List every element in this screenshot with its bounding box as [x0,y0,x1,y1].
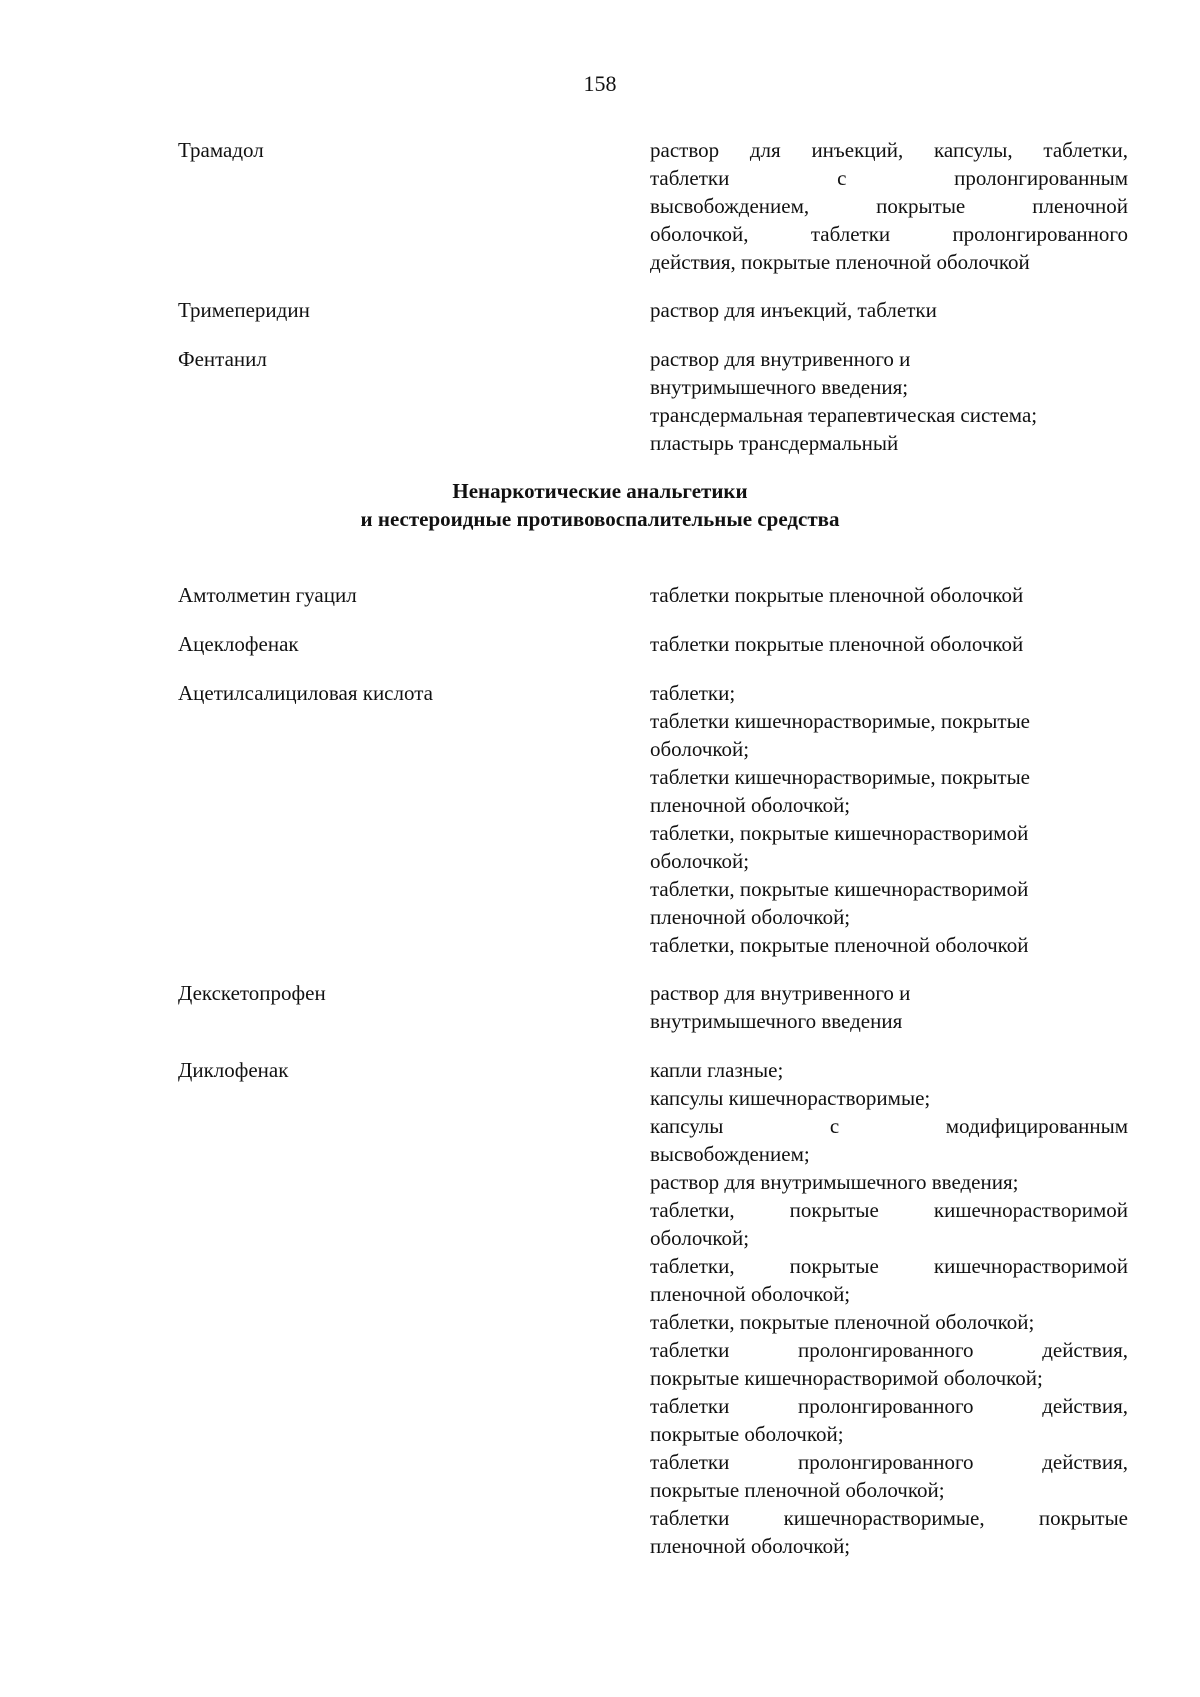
dosage-form-line: таблетки покрытые пленочной оболочкой [650,632,1024,656]
dosage-form-line: капли глазные; [650,1058,784,1082]
dosage-form-line: таблетки, покрытые кишечнорастворимой [650,877,1029,901]
dosage-form-line: таблетки, покрытые кишечнорастворимой [650,821,1029,845]
dosage-forms [650,581,1128,609]
dosage-form-line: таблетки пролонгированного действия, [650,1338,1128,1362]
page-number: 158 [583,71,617,96]
section-heading [0,477,1200,533]
drug-name: Ацеклофенак [178,632,299,656]
drug-name: Ацетилсалициловая кислота [178,681,433,705]
dosage-form-line: таблетки с пролонгированным [650,166,1128,190]
dosage-form-line: раствор для внутривенного и [650,981,911,1005]
dosage-form-line: таблетки, покрытые пленочной оболочкой [650,933,1029,957]
dosage-form-line: таблетки пролонгированного действия, [650,1450,1128,1474]
section-heading-line: Ненаркотические анальгетики [452,479,748,503]
dosage-form-line: высвобождением; [650,1142,810,1166]
dosage-forms [650,630,1128,658]
dosage-form-line: таблетки кишечнорастворимые, покрытые [650,765,1030,789]
dosage-form-line: оболочкой; [650,849,750,873]
dosage-forms [650,679,1128,959]
dosage-form-line: внутримышечного введения; [650,375,909,399]
dosage-form-line: трансдермальная терапевтическая система; [650,403,1038,427]
dosage-forms [650,979,1128,1035]
dosage-form-line: капсулы с модифицированным [650,1114,1128,1138]
drug-name: Амтолметин гуацил [178,583,357,607]
dosage-form-line: раствор для внутримышечного введения; [650,1170,1019,1194]
drug-name: Диклофенак [178,1058,289,1082]
dosage-form-line: капсулы кишечнорастворимые; [650,1086,931,1110]
dosage-forms [650,296,1128,324]
drug-name: Фентанил [178,347,267,371]
dosage-form-line: покрытые пленочной оболочкой; [650,1478,945,1502]
dosage-form-line: пластырь трансдермальный [650,431,899,455]
dosage-form-line: пленочной оболочкой; [650,793,851,817]
dosage-form-line: действия, покрытые пленочной оболочкой [650,250,1030,274]
dosage-forms [650,136,1128,276]
drug-name: Тримеперидин [178,298,310,322]
dosage-form-line: пленочной оболочкой; [650,1534,851,1558]
dosage-form-line: оболочкой; [650,1226,750,1250]
dosage-form-line: таблетки пролонгированного действия, [650,1394,1128,1418]
dosage-form-line: пленочной оболочкой; [650,1282,851,1306]
drug-name: Декскетопрофен [178,981,326,1005]
dosage-form-line: высвобождением, покрытые пленочной [650,194,1128,218]
dosage-form-line: таблетки; [650,681,736,705]
dosage-form-line: покрытые кишечнорастворимой оболочкой; [650,1366,1043,1390]
dosage-form-line: таблетки кишечнорастворимые, покрытые [650,1506,1128,1530]
dosage-form-line: внутримышечного введения [650,1009,903,1033]
dosage-form-line: таблетки, покрытые пленочной оболочкой; [650,1310,1035,1334]
dosage-form-line: таблетки, покрытые кишечнорастворимой [650,1254,1128,1278]
dosage-form-line: раствор для инъекций, капсулы, таблетки, [650,138,1128,162]
dosage-form-line: оболочкой; [650,737,750,761]
dosage-forms [650,345,1128,457]
dosage-form-line: таблетки, покрытые кишечнорастворимой [650,1198,1128,1222]
section-heading-line: и нестероидные противовоспалительные средства [360,507,840,531]
dosage-form-line: оболочкой, таблетки пролонгированного [650,222,1128,246]
dosage-form-line: пленочной оболочкой; [650,905,851,929]
dosage-form-line: таблетки кишечнорастворимые, покрытые [650,709,1030,733]
dosage-form-line: таблетки покрытые пленочной оболочкой [650,583,1024,607]
drug-name: Трамадол [178,138,264,162]
dosage-form-line: раствор для внутривенного и [650,347,911,371]
dosage-form-line: покрытые оболочкой; [650,1422,844,1446]
dosage-form-line: раствор для инъекций, таблетки [650,298,937,322]
dosage-forms [650,1056,1128,1560]
